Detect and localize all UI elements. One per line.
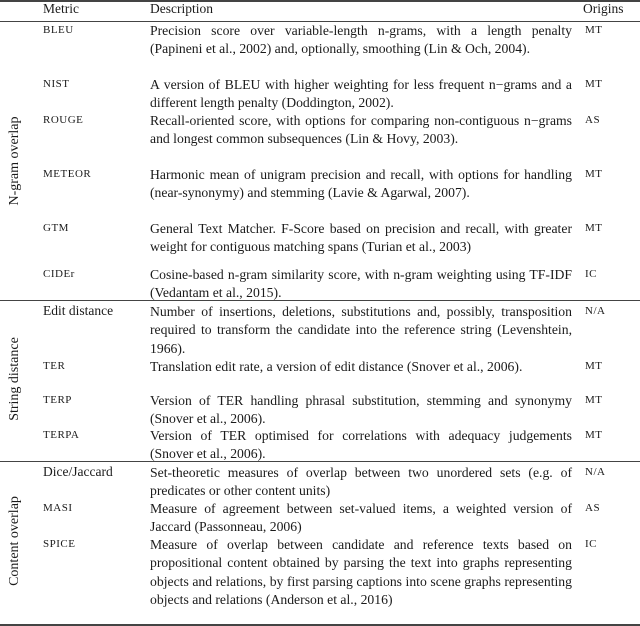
metric-description: Version of TER optimised for correlations with adequacy judgements (Snover et al., 2006). — [150, 428, 572, 462]
metric-origin: AS — [585, 502, 601, 514]
metric-origin: MT — [585, 168, 603, 180]
header-description: Description — [150, 1, 213, 16]
metric-description: Measure of agreement between set-valued items, a weighted version of Jaccard (Passonneau, 2006) — [150, 501, 572, 535]
metric-description: Precision score over variable-length n-grams, with a length penalty (Papineni et al., 2002) and, optionally, smoothing (Lin & Och, 2004). — [150, 23, 572, 57]
metric-origin: MT — [585, 394, 603, 406]
metric-name: BLEU — [43, 24, 74, 36]
metric-origin: IC — [585, 538, 597, 550]
metric-origin: IC — [585, 268, 597, 280]
metric-description: Translation edit rate, a version of edit distance (Snover et al., 2006). — [150, 359, 523, 374]
top-rule — [0, 0, 640, 2]
metric-origin: AS — [585, 114, 601, 126]
group-ngram-overlap — [0, 22, 30, 300]
group-string-distance — [0, 301, 30, 457]
metric-description: Harmonic mean of unigram precision and recall, with options for handling (near-synonymy) and stemming (Lavie & Agarwal, 2007). — [150, 167, 572, 201]
metric-origin: MT — [585, 360, 603, 372]
metric-description: Measure of overlap between candidate and reference texts based on propositional content obtained by parsing the text into graphs representing objects and relations, by first parsing captions into scene graphs representing objects and relations (Anderson et al., 2016) — [150, 537, 572, 608]
group-label: String distance — [7, 337, 22, 421]
metric-name: TERPA — [43, 429, 80, 441]
metric-origin: MT — [585, 78, 603, 90]
metric-description: Version of TER handling phrasal substitution, stemming and synonymy (Snover et al., 2006). — [150, 393, 572, 427]
metric-description: Cosine-based n-gram similarity score, with n-gram weighting using TF-IDF (Vedantam et al., 2015). — [150, 267, 572, 301]
metric-description: Set-theoretic measures of overlap between two unordered sets (e.g. of predicates or other content units) — [150, 465, 572, 499]
bottom-rule — [0, 624, 640, 626]
metric-name: MASI — [43, 502, 73, 514]
metric-name: GTM — [43, 222, 69, 234]
header-metric: Metric — [43, 1, 79, 16]
metric-name: ROUGE — [43, 114, 84, 126]
header-origins: Origins — [583, 1, 624, 16]
metric-origin: N/A — [585, 466, 606, 478]
metric-name: METEOR — [43, 168, 92, 180]
metric-origin: MT — [585, 24, 603, 36]
metric-description: General Text Matcher. F-Score based on precision and recall, with greater weight for contiguous matching spans (Turian et al., 2003) — [150, 221, 572, 255]
metric-name: TER — [43, 360, 66, 372]
metric-origin: N/A — [585, 305, 606, 317]
metric-description: Recall-oriented score, with options for comparing non-contiguous n−grams and longest common subsequences (Lin & Hovy, 2003). — [150, 113, 572, 147]
metric-origin: MT — [585, 222, 603, 234]
group-label: Content overlap — [7, 495, 22, 586]
metric-name: Edit distance — [43, 303, 114, 318]
metric-name: NIST — [43, 78, 70, 90]
metric-description: A version of BLEU with higher weighting for less frequent n−grams and a different length penalty (Doddington, 2002). — [150, 77, 572, 111]
metric-name: TERP — [43, 394, 72, 406]
group-label: N-gram overlap — [7, 116, 22, 206]
metric-origin: MT — [585, 429, 603, 441]
metric-description: Number of insertions, deletions, substitutions and, possibly, transposition required to transform the candidate into the reference string (Levenshtein, 1966). — [150, 304, 572, 356]
group-divider — [0, 461, 640, 462]
metric-name: SPICE — [43, 538, 76, 550]
metric-name: CIDEr — [43, 268, 75, 280]
metric-name: Dice/Jaccard — [43, 464, 113, 479]
group-divider — [0, 300, 640, 301]
group-content-overlap — [0, 458, 30, 623]
